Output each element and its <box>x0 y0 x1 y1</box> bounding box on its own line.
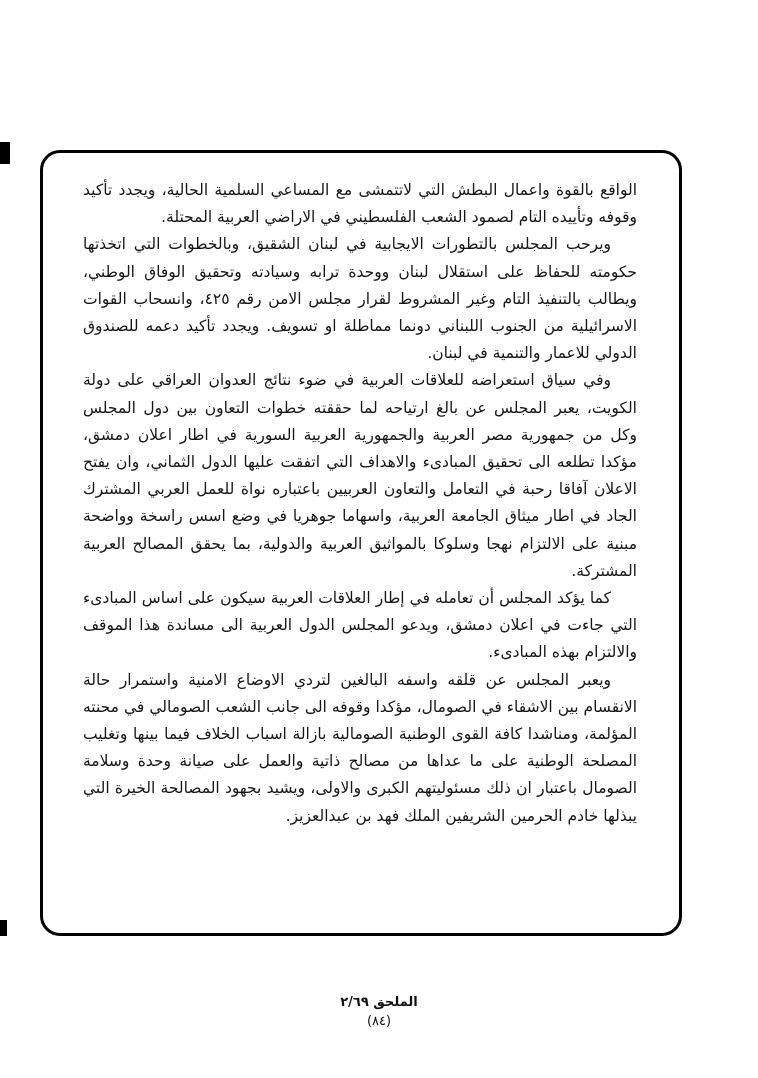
paragraph-3: وفي سياق استعراضه للعلاقات العربية في ضوء نتائج العدوان العراقي على دولة الكويت، يعبر المجلس عن بالغ ارتياحه لما حققته خطوات التعاون بين دول المجلس وكل من جمهورية مصر العربية والجمهورية العربية السورية في اطار اعلان دمشق، مؤكدا تطلعه الى تحقيق المبادىء والاهداف التي اتفقت عليها الدول الثماني، وان يفتح الاعلان آفاقا رحبة في التعامل والتعاون العربيين باعتباره نواة للعمل العربي المشترك الجاد في اطار ميثاق الجامعة العربية، واسهاما جوهريا في وضع اسس راسخة وواضحة مبنية على الالتزام نهجا وسلوكا بالمواثيق العربية والدولية، بما يحقق المصالح العربية المشتركة. <box>83 371 637 580</box>
footer <box>0 995 758 1029</box>
body-text <box>83 177 637 830</box>
paragraph-2: ويرحب المجلس بالتطورات الايجابية في لبنان الشقيق، وبالخطوات التي اتخذتها حكومته للحفاظ على استقلال لبنان ووحدة ترابه وسيادته وتحقيق الوفاق الوطني، ويطالب بالتنفيذ التام وغير المشروط لقرار مجلس الامن رقم ٤٢٥، وانسحاب القوات الاسرائيلية من الجنوب اللبناني دونما مماطلة او تسويف. ويجدد تأكيد دعمه للصندوق الدولي للاعمار والتنمية في لبنان. <box>83 235 638 363</box>
document-frame <box>40 150 682 936</box>
page-number: (٨٤) <box>366 1014 392 1029</box>
paragraph-4: كما يؤكد المجلس أن تعامله في إطار العلاقات العربية سيكون على اساس المبادىء التي جاءت في اعلان دمشق، ويدعو المجلس الدول العربية الى مساندة هذا الموقف والالتزام بهذه المبادىء. <box>83 589 637 662</box>
annex-label: الملحق ٢/٦٩ <box>340 995 418 1010</box>
scan-artifact-bottom <box>0 920 7 936</box>
paragraph-1: الواقع بالقوة واعمال البطش التي لاتتمشى مع المساعي السلمية الحالية، ويجدد تأكيد وقوفه وتأييده التام لصمود الشعب الفلسطيني في الاراضي العربية المحتلة. <box>83 181 637 227</box>
scan-artifact-top <box>0 142 10 164</box>
paragraph-5: ويعبر المجلس عن قلقه واسفه البالغين لتردي الاوضاع الامنية واستمرار حالة الانقسام بين الاشقاء في الصومال، مؤكدا وقوفه الى جانب الشعب الصومالي في محنته المؤلمة، ومناشدا كافة القوى الوطنية الصومالية بازالة اسباب الخلاف فيما بينها وتغليب المصلحة الوطنية على ما عداها من مصالح ذاتية والعمل على صيانة وحدة وسلامة الصومال باعتبار ان ذلك مسئوليتهم الكبرى والاولى، ويشيد بجهود المصالحة الخيرة التي يبذلها خادم الحرمين الشريفين الملك فهد بن عبدالعزيز. <box>83 670 637 825</box>
